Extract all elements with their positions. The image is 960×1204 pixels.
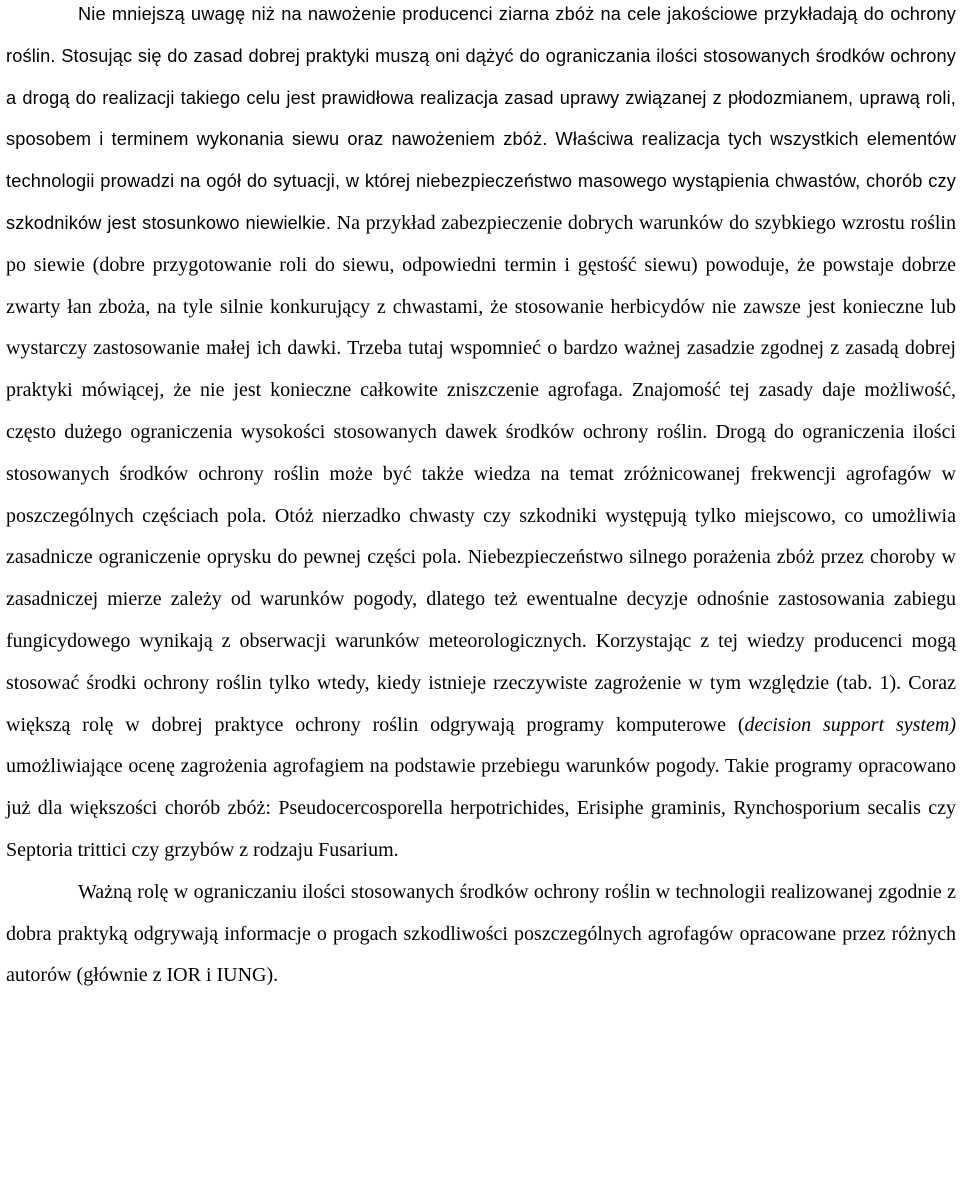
text-segment-intro: Nie mniejszą uwagę niż na nawożenie producenci ziarna zbóż na cele jakościowe przykładają do ochrony roślin. Stosując się do zasad dobrej praktyki muszą oni dążyć do ograniczania ilości stosowanych środków ochrony a drogą do realizacji takiego celu jest prawidłowa realizacja zasad uprawy związanej z płodozmianem, uprawą roli, sposobem i terminem wykonania siewu oraz nawożeniem zbóż. Właściwa realizacja tych wszystkich elementów technologii prowadzi na ogół do sytuacji, w której niebezpieczeństwo masowego wystąpienia chwastów, chorób czy szkodników jest stosunkowo niewielkie. (6, 4, 956, 233)
paragraph-harmfulness-thresholds (6, 872, 956, 997)
text-segment-body: Na przykład zabezpieczenie dobrych warunków do szybkiego wzrostu roślin po siewie (dobre przygotowanie roli do siewu, odpowiedni termin i gęstość siewu) powoduje, że powstaje dobrze zwarty łan zboża, na tyle silnie konkurujący z chwastami, że stosowanie herbicydów nie zawsze jest konieczne lub wystarczy zastosowanie małej ich dawki. Trzeba tutaj wspomnieć o bardzo ważnej zasadzie zgodnej z zasadą dobrej praktyki mówiącej, że nie jest konieczne całkowite zniszczenie agrofaga. Znajomość tej zasady daje możliwość, często dużego ograniczenia wysokości stosowanych dawek środków ochrony roślin. Drogą do ograniczenia ilości stosowanych środków ochrony roślin może być także wiedza na temat zróżnicowanej frekwencji agrofagów w poszczególnych częściach pola. Otóż nierzadko chwasty czy szkodniki występują tylko miejscowo, co umożliwia zasadnicze ograniczenie oprysku do pewnej części pola. Niebezpieczeństwo silnego porażenia zbóż przez choroby w zasadniczej mierze zależy od warunków pogody, dlatego też ewentualne decyzje odnośnie zastosowania zabiegu fungicydowego wynikają z obserwacji warunków meteorologicznych. Korzystając z tej wiedzy producenci mogą stosować środki ochrony roślin tylko wtedy, kiedy istnieje rzeczywiste zagrożenie w tym względzie (tab. 1). Coraz większą rolę w dobrej praktyce ochrony roślin odgrywają programy komputerowe ( (6, 211, 956, 736)
paragraph-plant-protection (6, 0, 956, 872)
document-page (6, 0, 956, 997)
text-segment-italic-dss: decision support system) (744, 713, 956, 736)
text-segment-diseases: umożliwiające ocenę zagrożenia agrofagiem na podstawie przebiegu warunków pogody. Takie programy opracowano już dla większości chorób zbóż: Pseudocercosporella herpotrichides, Erisiphe graminis, Rynchosporium secalis czy Septoria trittici czy grzybów z rodzaju Fusarium. (6, 755, 956, 861)
text-segment-thresholds: Ważną rolę w ograniczaniu ilości stosowanych środków ochrony roślin w technologii realizowanej zgodnie z dobra praktyką odgrywają informacje o progach szkodliwości poszczególnych agrofagów opracowane przez różnych autorów (głównie z IOR i IUNG). (6, 880, 956, 987)
